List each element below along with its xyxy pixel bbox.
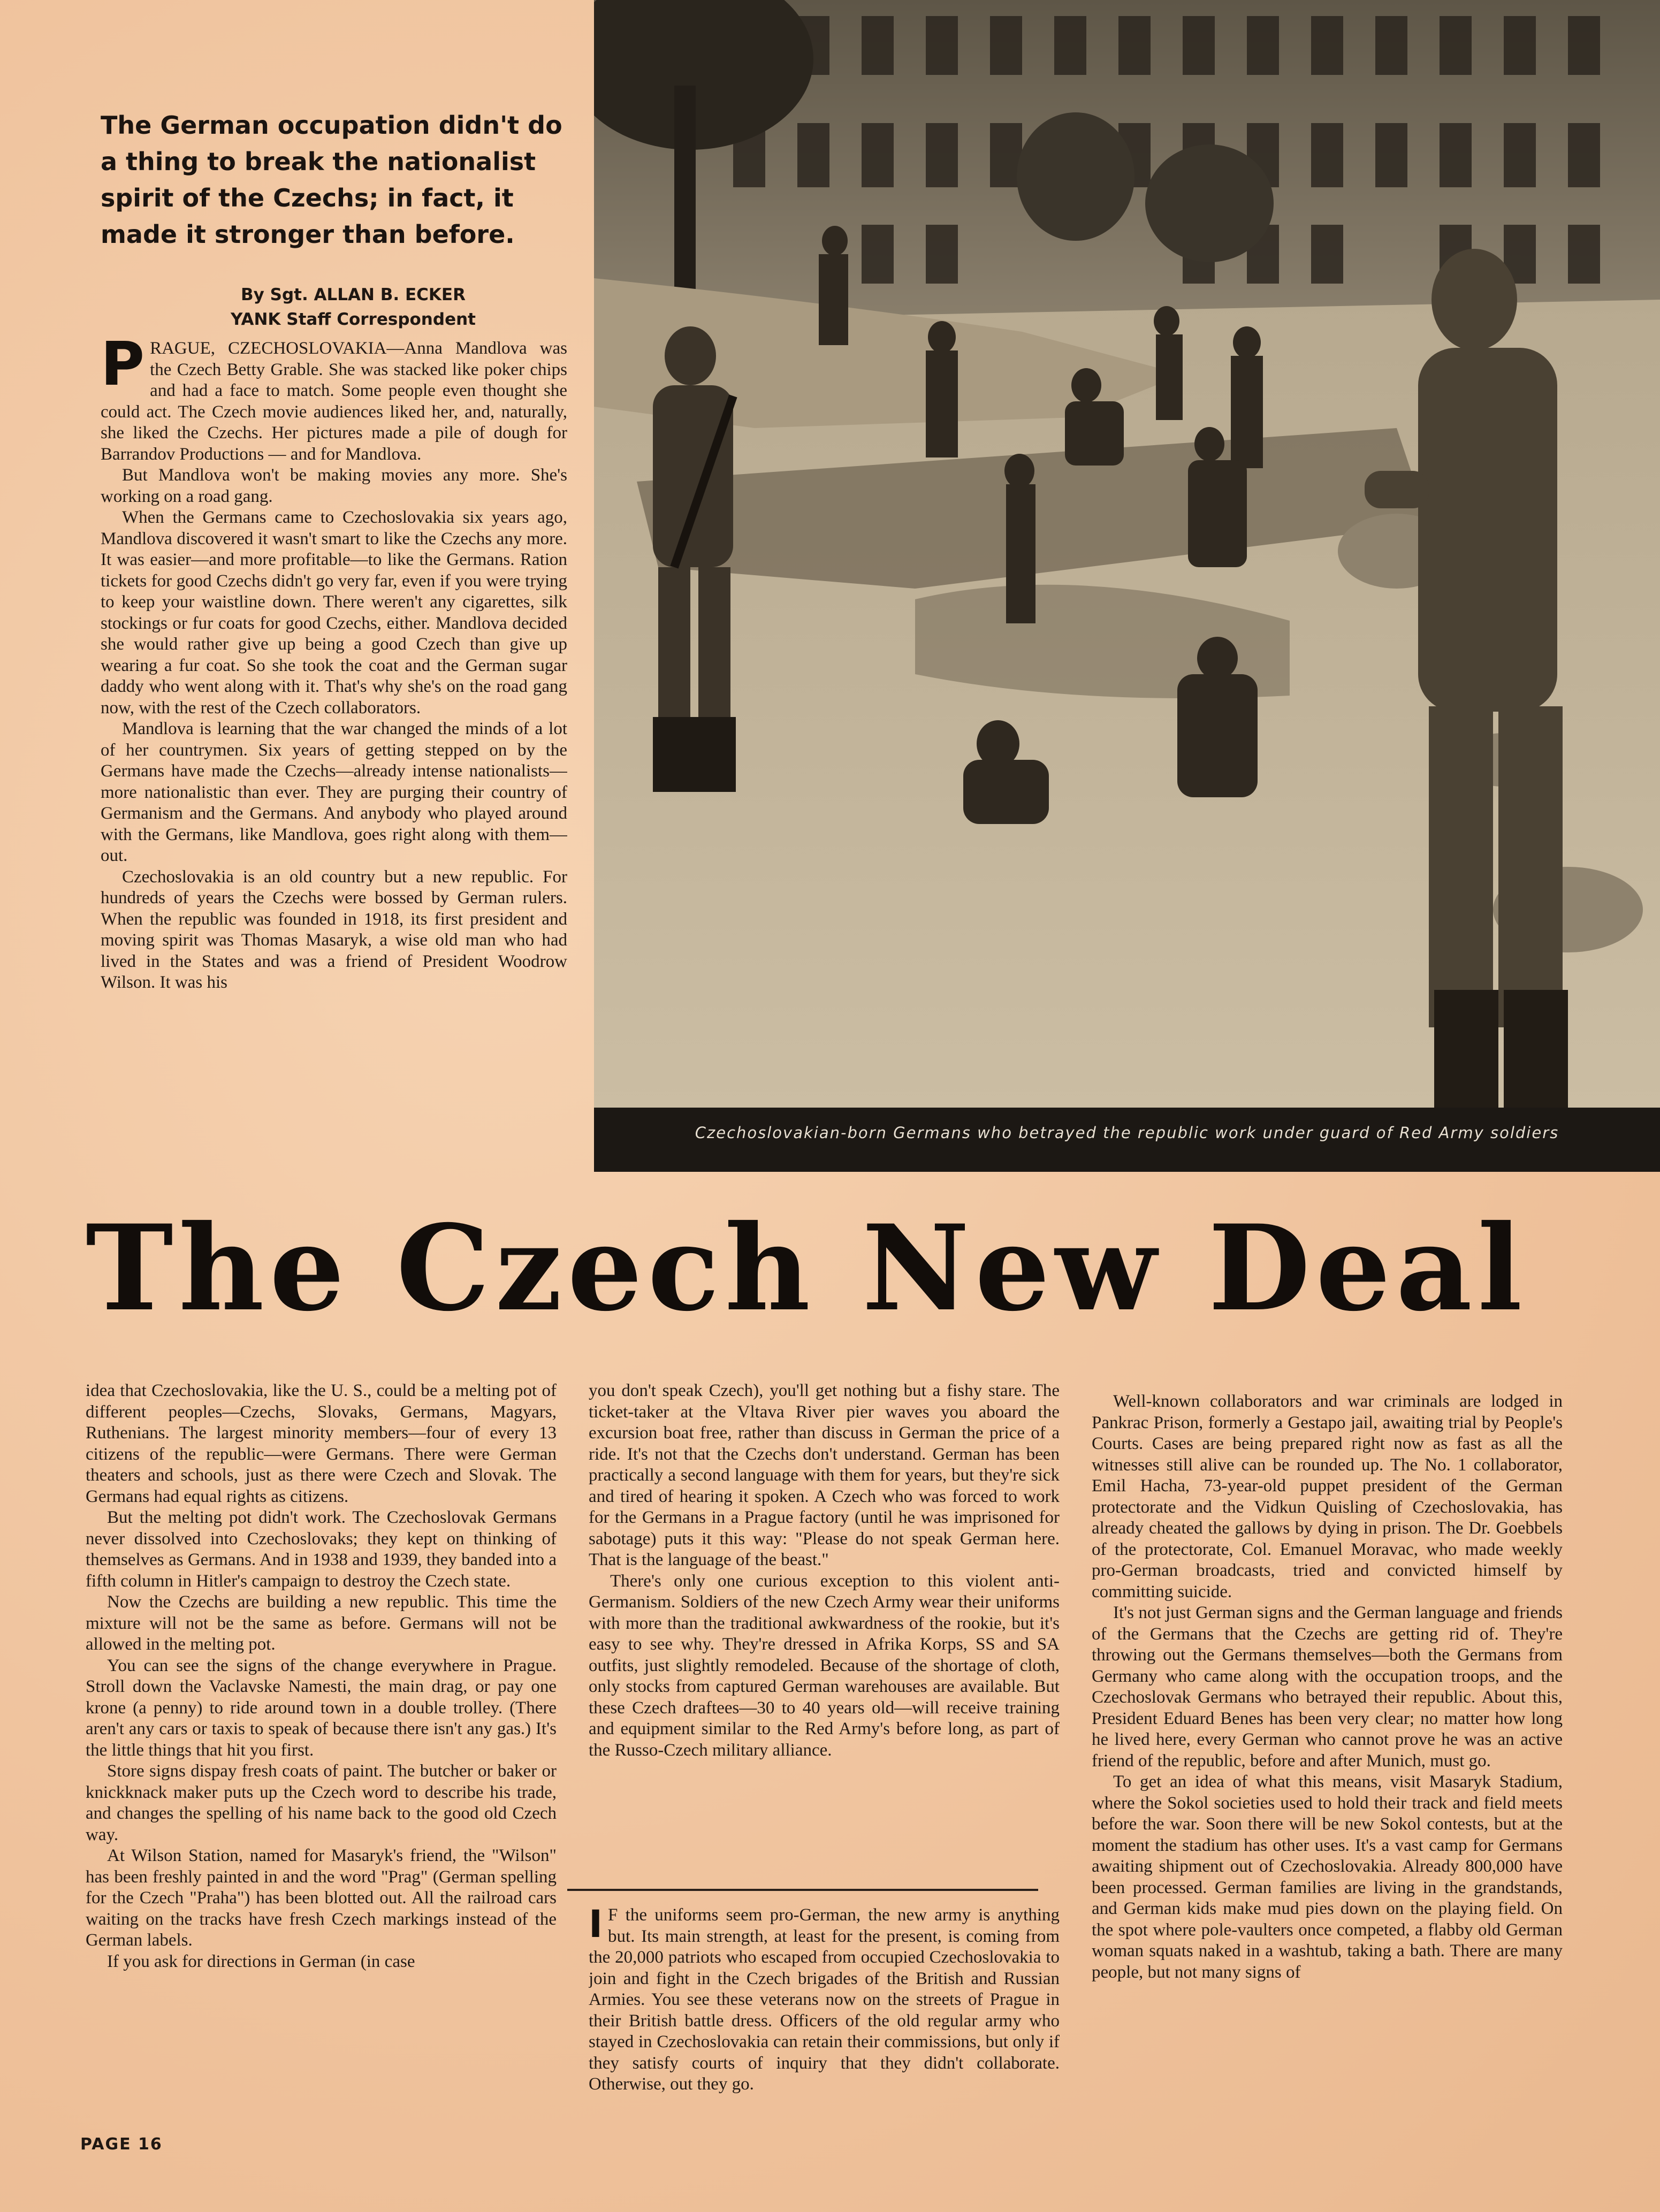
page-number: PAGE 16	[80, 2135, 163, 2154]
paragraph: F the uniforms seem pro-German, the new army is anything but. Its main strength, at least for the present, is coming from the 20,000 patriots who escaped from occupied Czechoslovakia to join and fight in the Czech brigades of the British and Russian Armies. You see these veterans now on the streets of Prague in their British battle dress. Officers of the old regular army who stayed in Czechoslovakia can retain their commissions, but only if they satisfy courts of inquiry that they didn't collaborate. Otherwise, out they go.	[589, 1905, 1060, 2094]
paragraph: But the melting pot didn't work. The Czechoslovak Germans never dissolved into Czechoslovaks; they kept on thinking of themselves as Germans. And in 1938 and 1939, they banded into a fifth column in Hitler's campaign to destroy the Czech state.	[86, 1508, 557, 1591]
photo-scene	[594, 0, 1660, 1108]
paragraph: you don't speak Czech), you'll get nothing but a fishy stare. The ticket-taker at the Vltava River pier waves you aboard the excursion boat free, rather than discuss in German the price of a ride. It's not that the Czechs don't understand. German has been practically a second language with them for years, but they're sick and tired of hearing it spoken. A Czech who was forced to work for the Germans in a Prague factory (until he was imprisoned for sabotage) puts it this way: "Please do not speak German here. That is the language of the beast."	[589, 1381, 1060, 1569]
paragraph: Mandlova is learning that the war changed the minds of a lot of her countrymen. Six years of getting stepped on by the Germans have made the Czechs—already intense nationalists—more nationalistic than ever. They are purging their country of Germanism and the Germans. And anybody who played around with the Germans, like Mandlova, goes right along with them—out.	[101, 719, 567, 865]
section-divider	[567, 1889, 1038, 1891]
paragraph: idea that Czechoslovakia, like the U. S., could be a melting pot of different peoples—Czechs, Slovaks, Germans, Magyars, Ruthenians. The largest minority members—four of every 13 citizens of the republic—were Germans. There were German theaters and schools, just as there were Czech and Slovak. The Germans had equal rights as citizens.	[86, 1381, 557, 1506]
paragraph: If you ask for directions in German (in case	[107, 1951, 415, 1971]
paragraph: —Anna Mandlova was the Czech Betty Grable. She was stacked like poker chips and had a face to match. Some people even thought she could act. The Czech movie audiences liked her, and, naturally, she liked the Czechs. Her pictures made a pile of dough for Barrandov Productions — and for Mandlova.	[101, 339, 567, 464]
column-1	[101, 338, 567, 1162]
drop-cap: P	[101, 338, 145, 399]
paragraph: Now the Czechs are building a new republic. This time the mixture will not be the same as before. Germans will not be allowed in the melting pot.	[86, 1592, 557, 1654]
column-3-continued	[589, 1905, 1060, 2130]
paragraph: To get an idea of what this means, visit Masaryk Stadium, where the Sokol societies used to hold their track and field meets before the war. Soon there will be new Sokol contests, but at the moment the stadium has other uses. It's a vast camp for Germans awaiting shipment out of Czechoslovakia. Already 800,000 have been processed. German families are living in the grandstands, and German kids make mud pies down on the playing field. On the spot where pole-vaulters once competed, a flabby old German woman squats naked in a washtub, taking a bath. There are many people, but not many signs of	[1092, 1772, 1563, 1982]
article-deck: The German occupation didn't do a thing to break the nationalist spirit of the Czechs; in fact, it made it stronger than before.	[101, 111, 562, 249]
dateline: RAGUE, CZECHOSLOVAKIA	[150, 339, 387, 358]
byline-title: YANK Staff Correspondent	[231, 310, 476, 329]
drop-cap: I	[589, 1905, 603, 1946]
column-4	[1092, 1391, 1563, 2140]
paragraph: You can see the signs of the change everywhere in Prague. Stroll down the Vaclavske Namesti, the main drag, or pay one krone (a penny) to ride around town in a double trolley. (There aren't any cars or taxis to speak of because there isn't any gas.) It's the little things that hit you first.	[86, 1656, 557, 1760]
byline	[203, 283, 503, 332]
paragraph: It's not just German signs and the German language and friends of the Germans that the Czechs are getting rid of. They're throwing out the Germans themselves—both the Germans from Germany who came along with the occupation troops, and the Czechoslovak Germans who betrayed their republic. About this, President Eduard Benes has been very clear; no matter how long he lived here, every German who cannot prove he was an active friend of the republic, before and after Munich, must go.	[1092, 1603, 1563, 1771]
photo-caption: Czechoslovakian-born Germans who betrayed the republic work under guard of Red Army soldiers	[695, 1124, 1559, 1142]
byline-author: By Sgt. ALLAN B. ECKER	[241, 285, 466, 304]
paragraph: Czechoslovakia is an old country but a new republic. For hundreds of years the Czechs were bossed by German rulers. When the republic was founded in 1918, its first president and moving spirit was Thomas Masaryk, a wise old man who had lived in the States and was a friend of President Woodrow Wilson. It was his	[101, 867, 567, 992]
paragraph: At Wilson Station, named for Masaryk's friend, the "Wilson" has been freshly painted in and the word "Prag" (German spelling for the Czech "Praha") has been blotted out. All the railroad cars waiting on the tracks have fresh Czech markings instead of the German labels.	[86, 1846, 557, 1950]
paragraph: But Mandlova won't be making movies any more. She's working on a road gang.	[101, 466, 567, 506]
article-photo	[594, 0, 1660, 1108]
paragraph: When the Germans came to Czechoslovakia six years ago, Mandlova discovered it wasn't smart to like the Czechs any more. It was easier—and more profitable—to like the Germans. Ration tickets for good Czechs didn't go very far, even if you were trying to keep your waistline down. There weren't any cigarettes, silk stockings or fur coats for good Czechs, either. Mandlova decided she would rather give up being a good Czech than give up wearing a fur coat. So she took the coat and the German sugar daddy who went along with it. That's why she's on the road gang now, with the rest of the Czech collaborators.	[101, 508, 567, 718]
headline: The Czech New Deal	[86, 1199, 1528, 1337]
column-3	[589, 1380, 1060, 1878]
column-2	[86, 1380, 557, 2119]
paragraph: Store signs dispay fresh coats of paint. The butcher or baker or knickknack maker puts up the Czech word to describe his trade, and changes the spelling of his name back to the good old Czech way.	[86, 1761, 557, 1844]
paragraph: There's only one curious exception to this violent anti-Germanism. Soldiers of the new Czech Army wear their uniforms with more than the traditional awkwardness of the rookie, but it's easy to see why. They're dressed in Afrika Korps, SS and SA outfits, just slightly remodeled. Because of the shortage of cloth, only stocks from captured German warehouses are available. But these Czech draftees—30 to 40 years old—will receive training and equipment similar to the Red Army's before long, as part of the Russo-Czech military alliance.	[589, 1571, 1060, 1760]
paragraph: Well-known collaborators and war criminals are lodged in Pankrac Prison, formerly a Gestapo jail, awaiting trial by People's Courts. Cases are being prepared right now as fast as all the witnesses still alive can be rounded up. The No. 1 collaborator, Emil Hacha, 73-year-old puppet president of the German protectorate and the Vidkun Quisling of Czechoslovakia, has already cheated the gallows by dying in prison. The Dr. Goebbels of the protectorate, Col. Emanuel Moravac, who made weekly pro-German broadcasts, tried and convicted himself by committing suicide.	[1092, 1392, 1563, 1601]
